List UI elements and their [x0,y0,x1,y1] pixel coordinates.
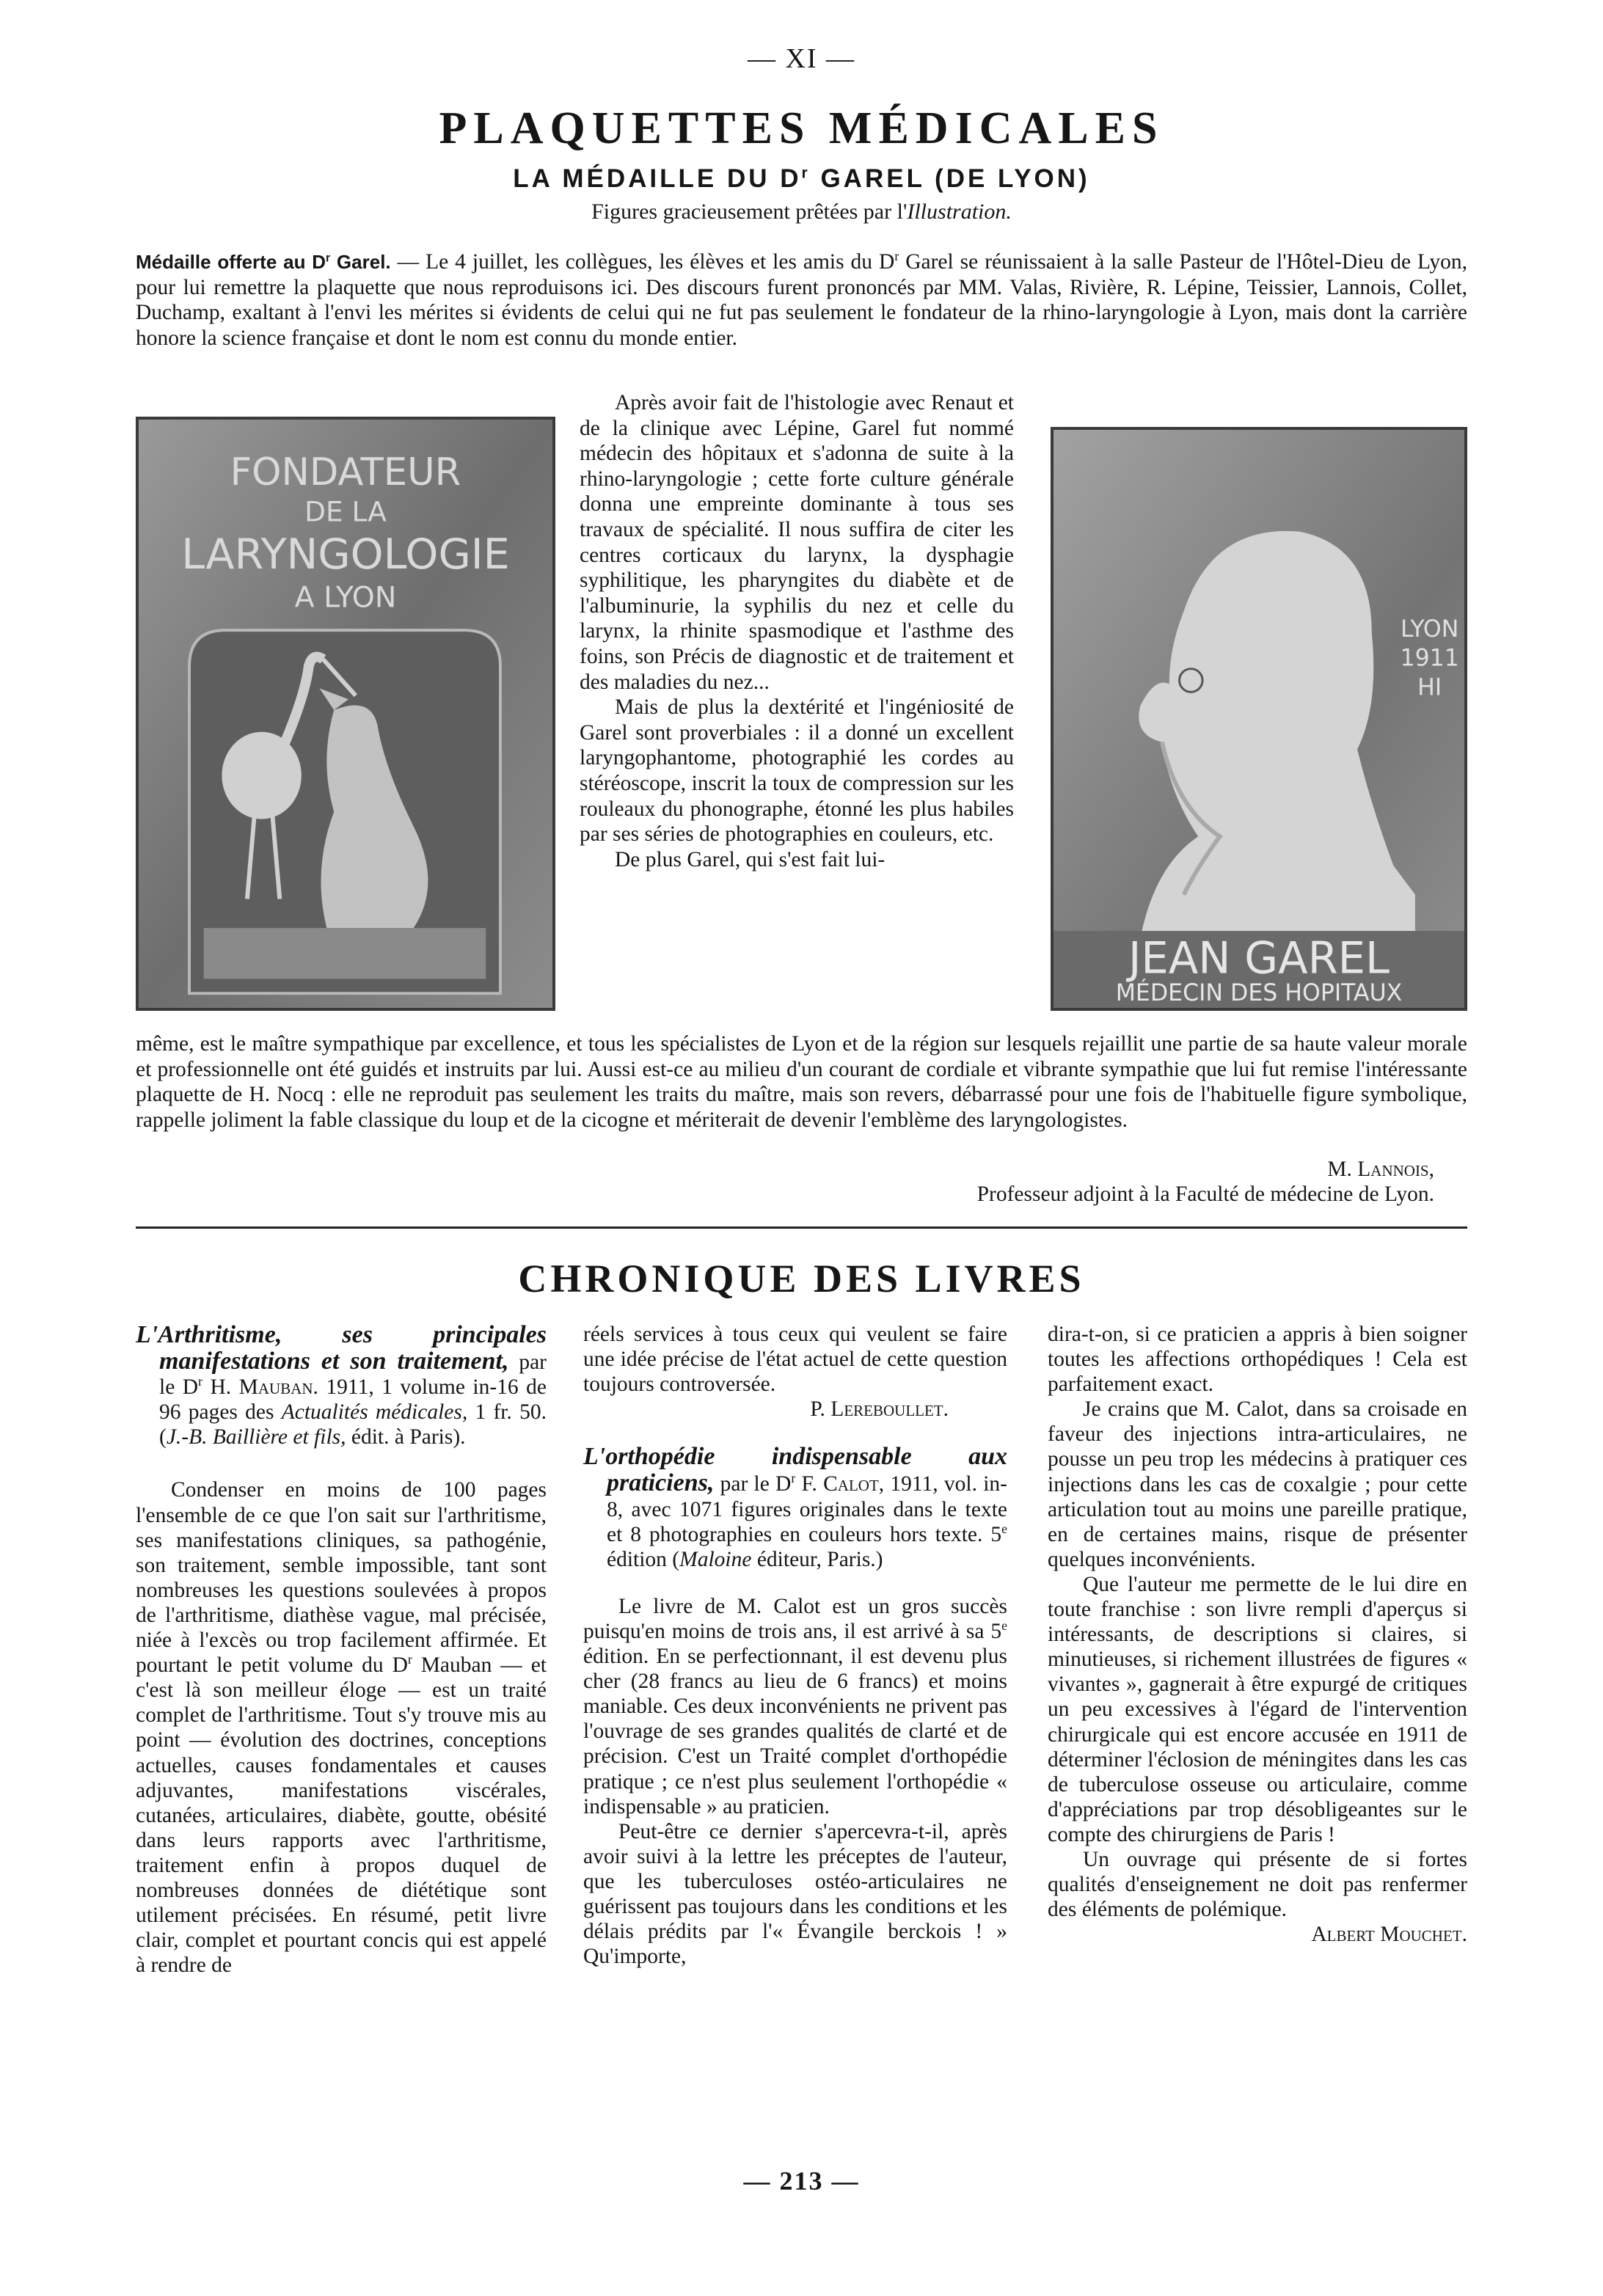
review-1-reviewer: P. Lereboullet. [810,1397,949,1422]
review-1-header: L'Arthritisme, ses principales manifestations et son traitement, par le $D^r$ H. Mauban. 1911, 1 volume in-16 de 96 pages des Actualités médicales, 1 fr. 50. (J.-B. Baillière et fils, édit. à Paris). [136,1321,547,1449]
left-plate-line-2: DE LA [304,495,387,528]
page-number: — 213 — [743,2166,860,2196]
portrait-title-inscription: MÉDECIN DES HOPITAUX [1115,980,1403,1007]
article-col-p1: Après avoir fait de l'histologie avec Renaut et de la clinique avec Lépine, Garel fut nommé médecin des hôpitaux et s'adonna de suite à la rhino-laryngologie ; cette forte culture générale donna une empreinte dominante à tous ses travaux de spécialité. Il nous suffira de citer les centres corticaux du larynx, la dysphagie syphilitique, les pharyngites du diabète et de l'albuminurie, la syphilis du nez et celle du larynx, la rhinite spasmodique et l'asthme des foins, son Précis de diagnostic et de traitement et des maladies du nez... [580,391,1014,694]
left-plate-line-3: LARYNGOLOGIE [181,529,510,580]
review-2-reviewer: Albert Mouchet. [1311,1923,1467,1947]
left-plate-line-4: A LYON [294,580,397,615]
article-col-p3: De plus Garel, qui s'est fait lui- [615,847,886,871]
portrait-date-line-3: HI [1417,674,1442,701]
medal-reverse-image [136,417,555,1011]
figure-credit: Figures gracieusement prêtées par l'Illustration. [591,200,1012,224]
portrait-date-line-2: 1911 [1400,645,1459,672]
main-title: PLAQUETTES MÉDICALES [439,103,1164,153]
subtitle: LA MÉDAILLE DU $D^r$ GAREL (DE LYON) [513,164,1090,193]
review-2-body-p5: Que l'auteur me permette de le lui dire en toute franchise : son livre rempli d'aperçus si intéressants, de descriptions si claires, si minutieuses, si richement illustrées de figures « vivantes », gagnerait à être expurgé de critiques un peu excessives à l'égard de l'intervention chirurgicale qui est encore accusée en 1911 de déterminer l'éclosion de méningites dans les cas de tuberculose osseuse ou articulaire, comme d'appréciations par trop désobligeantes sur le compte des chirurgiens de Paris ! [1048,1572,1467,1846]
medal-portrait-image [1051,427,1467,1011]
chronique-column-2 [583,1322,1007,1969]
review-1-book-title: L'Arthritisme, ses principales manifestations et son traitement, [136,1321,547,1375]
left-plate-line-1: FONDATEUR [230,450,461,495]
review-1-continuation: réels services à tous ceux qui veulent se faire une idée précise de l'état actuel de cette question toujours controversée. [583,1323,1007,1397]
review-2-header: L'orthopédie indispensable aux praticiens, par le $D^r$ F. Calot, 1911, vol. in-8, avec 1071 figures originales dans le texte et 8 photographies en couleurs hors texte. 5e édition (Maloine éditeur, Paris.) [583,1443,1007,1571]
review-2-book-title: L'orthopédie indispensable aux praticiens, [583,1443,1007,1497]
chronique-title: CHRONIQUE DES LIVRES [518,1257,1085,1301]
chronique-column-3 [1048,1322,1467,1947]
article-lead: Médaille offerte au $D^r$ Garel. [136,251,391,273]
article-col-p2: Mais de plus la dextérité et l'ingéniosité de Garel sont proverbiales : il a donné un excellent laryngophantome, photographié les cordes au stéréoscope, inscrit la toux de compression sur les rouleaux du phonographe, étonné les plus habiles par ses séries de photographies en couleurs, etc. [580,695,1014,847]
page-folio-roman: — XI — [747,43,856,74]
article-intro: Médaille offerte au $D^r$ Garel. — Le 4 juillet, les collègues, les élèves et les amis du $D^r$ Garel se réunissaient à la salle Pasteur de l'Hôtel-Dieu de Lyon, pour lui remettre la plaquette que nous reproduisons ici. Des discours furent prononcés par MM. Valas, Rivière, R. Lépine, Teissier, Lannois, Collet, Duchamp, exaltant à l'envi les mérites si évidents de celui qui ne fut pas seulement le fondateur de la rhino-laryngologie à Lyon, mais dont la carrière honore la science française et dont le nom est connu du monde entier. [136,249,1468,350]
review-2-body-p1: Le livre de M. Calot est un gros succès puisqu'en moins de trois ans, il est arrivé à sa 5e édition. En se perfectionnant, il est devenu plus cher (28 francs au lieu de 6 francs) et moins maniable. Ces deux inconvénients ne privent pas l'ouvrage de ses grandes qualités de clarté et de précision. C'est un Traité complet d'orthopédie pratique ; ce n'est plus seulement l'orthopédie « indispensable » au praticien. [583,1594,1007,1818]
article-conclusion: même, est le maître sympathique par excellence, et tous les spécialistes de Lyon et de la région sur lesquels rejaillit une partie de sa haute valeur morale et professionnelle ont été guidés et instruits par lui. Aussi est-ce au milieu d'un courant de cordiale et vibrante sympathie que lui fut remise l'intéressante plaquette de H. Nocq : elle ne reproduit pas seulement les traits du maître, mais son revers, débarrassé pour une fois de l'habituelle figure symbolique, rappelle joliment la fable classique du loup et de la cicogne et mériterait de devenir l'emblème des laryngologistes. [136,1032,1467,1132]
article-column [580,390,1014,872]
review-2-body-p3: dira-t-on, si ce praticien a appris à bien soigner toutes les affections orthopédiques ! Cela est parfaitement exact. [1048,1323,1467,1397]
article-signature: M. Lannois, [1327,1158,1434,1181]
chronique-column-1 [136,1322,547,1978]
review-1-body: Condenser en moins de 100 pages l'ensemble de ce que l'on sait sur l'arthritisme, ses manifestations cliniques, sa pathogénie, son traitement, semble impossible, tant sont nombreuses les questions soulevées à propos de l'arthritisme, diathèse vague, mal précisée, niée à l'excès ou trop facilement affirmée. Et pourtant le petit volume du $D^r$ Mauban — et c'est là son meilleur éloge — est un traité complet de l'arthritisme. Tout s'y trouve mis au point — évolution des doctrines, conceptions actuelles, causes fondamentales et causes adjuvantes, manifestations viscérales, cutanées, articulaires, diabète, goutte, obésité dans leurs rapports avec l'arthritisme, traitement enfin à propos duquel de nombreuses données de diététique sont utilement précisées. En résumé, petit livre clair, complet et pourtant concis qui est appelé à rendre de [136,1478,547,1978]
article-signature-role: Professeur adjoint à la Faculté de médecine de Lyon. [976,1182,1434,1206]
section-divider [136,1226,1467,1229]
portrait-name-inscription: JEAN GAREL [1128,932,1390,984]
review-2-body-p2: Peut-être ce dernier s'apercevra-t-il, après avoir suivi à la lettre les préceptes de l'auteur, que les tuberculoses ostéo-articulaires ne guérissent pas toujours dans les conditions et les délais prédits par l'« Évangile berckois ! » Qu'importe, [583,1819,1007,1969]
review-2-body-p6: Un ouvrage qui présente de si fortes qualités d'enseignement ne doit pas renfermer des éléments de polémique. [1048,1847,1467,1922]
review-2-body-p4: Je crains que M. Calot, dans sa croisade en faveur des injections intra-articulaires, ne pousse un peu trop les médecins à pratiquer ces injections dans les cas de coxalgie ; pour cette articulation tout au moins une pareille pratique, en de certaines mains, risque de présenter quelques inconvénients. [1048,1397,1467,1571]
portrait-date-line-1: LYON [1400,616,1459,643]
